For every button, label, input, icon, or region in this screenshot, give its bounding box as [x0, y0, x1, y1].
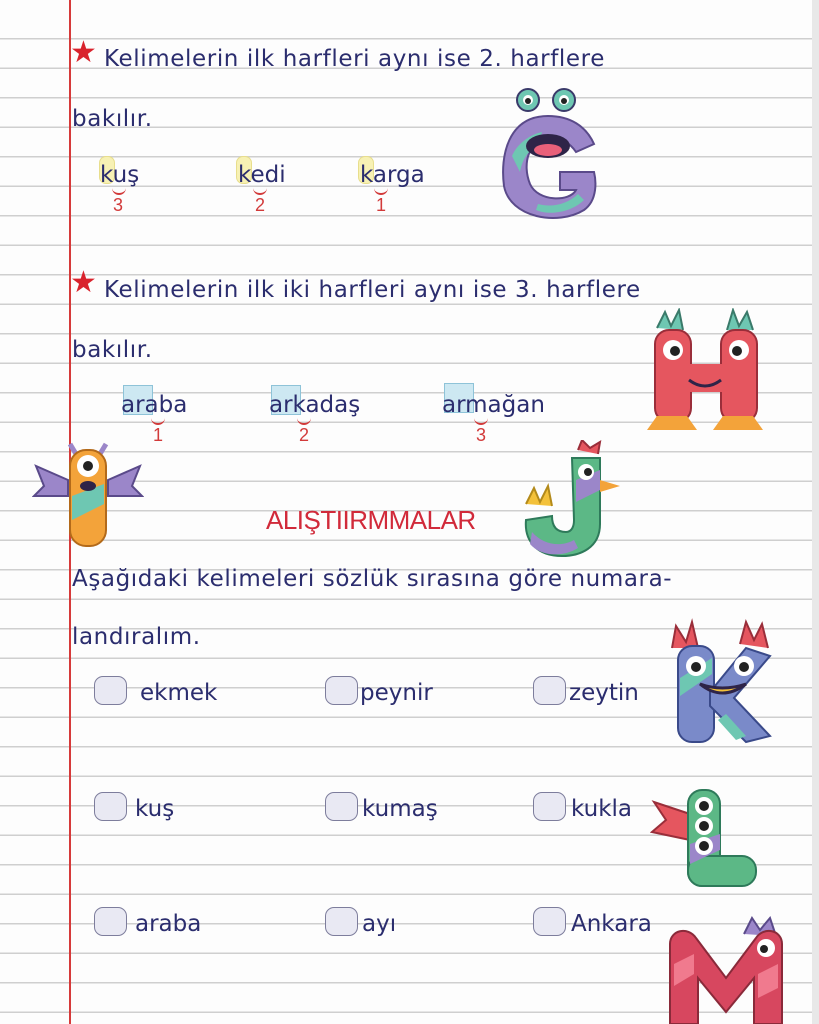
word-option: zeytin: [569, 680, 639, 706]
star-icon: ★: [70, 35, 97, 70]
rule2-line2: bakılır.: [72, 337, 153, 363]
order-number: 1: [153, 425, 164, 445]
letter-k-monster: [666, 618, 778, 748]
example-word: arkadaş: [269, 392, 361, 418]
rule1-line1: Kelimelerin ilk harfleri aynı ise 2. harflere: [104, 46, 605, 72]
order-number: 3: [113, 195, 124, 215]
answer-checkbox[interactable]: [533, 676, 566, 705]
instruction-line2: landıralım.: [72, 624, 201, 650]
word-option: kukla: [571, 796, 632, 822]
answer-checkbox[interactable]: [533, 792, 566, 821]
rule2-line1: Kelimelerin ilk iki harfleri aynı ise 3. harflere: [104, 277, 641, 303]
letter-j-monster: [520, 440, 624, 560]
example-word: araba: [121, 392, 188, 418]
example-word: kedi: [238, 162, 286, 188]
word-option: Ankara: [571, 911, 652, 937]
answer-checkbox[interactable]: [94, 792, 127, 821]
instruction-line1: Aşağıdaki kelimeleri sözlük sırasına göre numara-: [72, 566, 673, 592]
order-number: 2: [255, 195, 266, 215]
word-option: kuş: [135, 796, 175, 822]
letter-g-monster: [498, 86, 598, 226]
letter-l-monster: [650, 784, 760, 888]
word-option: peynir: [360, 680, 433, 706]
letter-i-monster: [32, 436, 144, 548]
word-option: kumaş: [362, 796, 438, 822]
answer-checkbox[interactable]: [94, 907, 127, 936]
order-number: 2: [299, 425, 310, 445]
answer-checkbox[interactable]: [325, 907, 358, 936]
star-icon: ★: [70, 265, 97, 300]
example-word: kuş: [100, 162, 140, 188]
order-number: 1: [376, 195, 387, 215]
answer-checkbox[interactable]: [94, 676, 127, 705]
order-number: 3: [476, 425, 487, 445]
word-option: araba: [135, 911, 202, 937]
letter-m-monster: [664, 914, 788, 1024]
answer-checkbox[interactable]: [533, 907, 566, 936]
answer-checkbox[interactable]: [325, 792, 358, 821]
example-word: armağan: [442, 392, 545, 418]
example-word: karga: [360, 162, 425, 188]
answer-checkbox[interactable]: [325, 676, 358, 705]
page-edge: [812, 0, 819, 1024]
rule1-line2: bakılır.: [72, 106, 153, 132]
letter-h-monster: [643, 308, 767, 440]
word-option: ekmek: [140, 680, 218, 706]
word-option: ayı: [362, 911, 397, 937]
exercise-heading: ALIŞTIIRMMALAR: [266, 505, 476, 535]
